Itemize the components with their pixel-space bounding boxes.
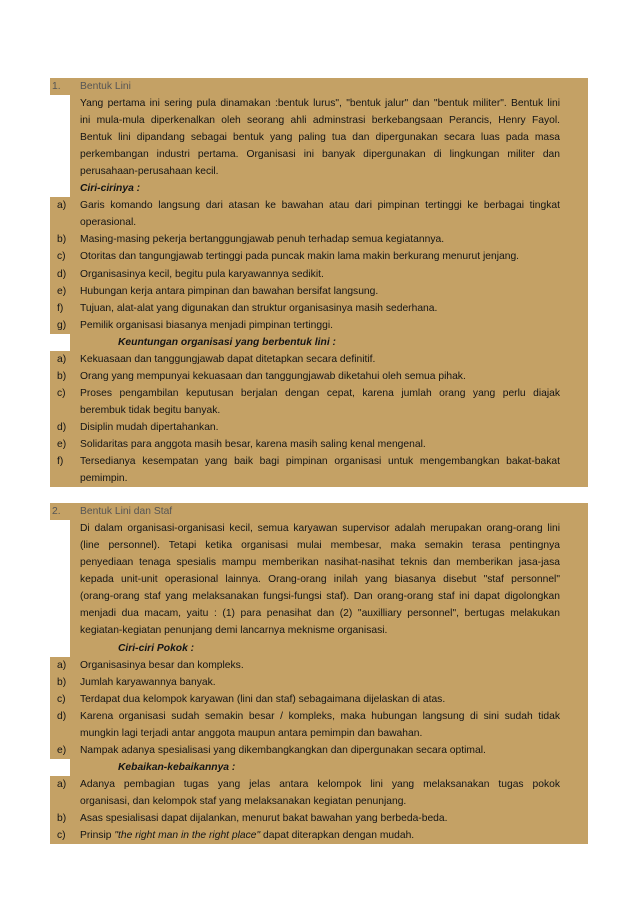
list-item: d) Karena organisasi sudah semakin besar / kompleks, maka hubungan langsung di sini sudah tidak <box>0 708 638 725</box>
list-item: b) Jumlah karyawannya banyak. <box>0 674 638 691</box>
list-item-cont: mungkin lagi terjadi antar anggota maupun antara pemimpin dan bawahan. <box>0 725 638 742</box>
paragraph-line: ini mula-mula diperkenalkan oleh seorang ahli adminstrasi berkebangsaan Perancis, Henry Fayol. <box>0 112 638 129</box>
list-item: a) Organisasinya besar dan kompleks. <box>0 657 638 674</box>
section-2-title: Bentuk Lini dan Staf <box>80 506 173 518</box>
list-item: a) Garis komando langsung dari atasan ke bawahan atau dari pimpinan tertinggi ke berbagai tingkat <box>0 197 638 214</box>
section-1-title: Bentuk Lini <box>80 81 131 92</box>
list-item: d) Organisasinya kecil, begitu pula karyawannya sedikit. <box>0 266 638 283</box>
list-item: f) Tujuan, alat-alat yang digunakan dan struktur organisasinya masih sederhana. <box>0 300 638 317</box>
subheading-ciri: Ciri-cirinya : <box>0 180 638 197</box>
paragraph-line: kepada unit-unit operasional lainnya. Orang-orang inilah yang biasanya disebut "staf personnel" <box>0 571 638 588</box>
list-item: b) Masing-masing pekerja bertanggungjawab penuh terhadap semua kegiatannya. <box>0 231 638 248</box>
section-1-number: 1. <box>52 81 61 92</box>
paragraph-line: (line personnel). Tetapi ketika organisasi mulai membesar, maka semakin terasa pentingnya <box>0 537 638 554</box>
list-item-cont: operasional. <box>0 214 638 231</box>
document-body <box>0 78 638 844</box>
subheading-kebaikan: Kebaikan-kebaikannya : <box>0 759 638 776</box>
list-item: f) Tersedianya kesempatan yang baik bagi pimpinan organisasi untuk mengembangkan bakat-bakat <box>0 453 638 470</box>
section-2-heading <box>0 503 638 520</box>
list-item: d) Disiplin mudah dipertahankan. <box>0 419 638 436</box>
list-item: e) Solidaritas para anggota masih besar, karena masih saling kenal mengenal. <box>0 436 638 453</box>
list-item: c) Proses pengambilan keputusan berjalan dengan cepat, karena jumlah orang yang perlu diajak <box>0 385 638 402</box>
section-2-number: 2. <box>52 506 61 518</box>
paragraph-line: penyediaan tenaga spesialis mampu memberikan nasihat-nasihat teknis dan memberikan jasa-jasa <box>0 554 638 571</box>
list-item-cont: organisasi, dan kelompok staf yang melaksanakan kegiatan penunjang. <box>0 793 638 810</box>
list-item: b) Asas spesialisasi dapat dijalankan, menurut bakat bawahan yang berbeda-beda. <box>0 810 638 827</box>
italic-quote: "the right man in the right place" <box>114 830 261 842</box>
list-item-cont: pemimpin. <box>0 470 638 487</box>
paragraph-line: kegiatan-kegiatan penunjang demi lancarnya meknisme organisasi. <box>0 622 638 639</box>
paragraph-line: perusahaan-perusahaan kecil. <box>0 163 638 180</box>
list-item: b) Orang yang mempunyai kekuasaan dan tanggungjawab diketahui oleh semua pihak. <box>0 368 638 385</box>
paragraph-line: Yang pertama ini sering pula dinamakan :bentuk lurus", "bentuk jalur" dan "bentuk militer". Bentuk lini <box>0 95 638 112</box>
list-item: c) Otoritas dan tangungjawab tertinggi pada puncak makin lama makin berkurang menurut jenjang. <box>0 248 638 265</box>
paragraph-line: (orang-orang staf yang melaksanakan fungsi-fungsi staf). Dan orang-orang staf ini dapat digolongkan <box>0 588 638 605</box>
paragraph-line: menjadi dua macam, yaitu : (1) para penasihat dan (2) "auxilliary personnel", bertugas melakukan <box>0 605 638 622</box>
list-item: e) Nampak adanya spesialisasi yang dikembangkangkan dan dipergunakan secara optimal. <box>0 742 638 759</box>
list-item: a) Adanya pembagian tugas yang jelas antara kelompok lini yang melaksanakan tugas pokok <box>0 776 638 793</box>
list-item: g) Pemilik organisasi biasanya menjadi pimpinan tertinggi. <box>0 317 638 334</box>
section-gap <box>0 487 638 503</box>
list-item: c) Terdapat dua kelompok karyawan (lini dan staf) sebagaimana dijelaskan di atas. <box>0 691 638 708</box>
subheading-ciri-pokok: Ciri-ciri Pokok : <box>0 640 638 657</box>
subheading-keuntungan: Keuntungan organisasi yang berbentuk lini : <box>0 334 638 351</box>
list-item: e) Hubungan kerja antara pimpinan dan bawahan bersifat langsung. <box>0 283 638 300</box>
list-item-cont: berembuk tidak begitu banyak. <box>0 402 638 419</box>
list-item-mixed-text: Prinsip "the right man in the right place" dapat diterapkan dengan mudah. <box>80 830 415 842</box>
list-item: a) Kekuasaan dan tanggungjawab dapat ditetapkan secara definitif. <box>0 351 638 368</box>
paragraph-line: Di dalam organisasi-organisasi kecil, semua karyawan supervisor adalah merupakan orang-orang lini <box>0 520 638 537</box>
list-item: c) Prinsip "the right man in the right place" dapat diterapkan dengan mudah. <box>0 827 638 844</box>
paragraph-line: Bentuk lini dipandang sebagai bentuk yang paling tua dan dipergunakan secara luas pada masa <box>0 129 638 146</box>
section-1-heading <box>0 78 638 95</box>
paragraph-line: perkembangan industri pertama. Organisasi ini banyak dipergunakan di lingkungan militer dan <box>0 146 638 163</box>
